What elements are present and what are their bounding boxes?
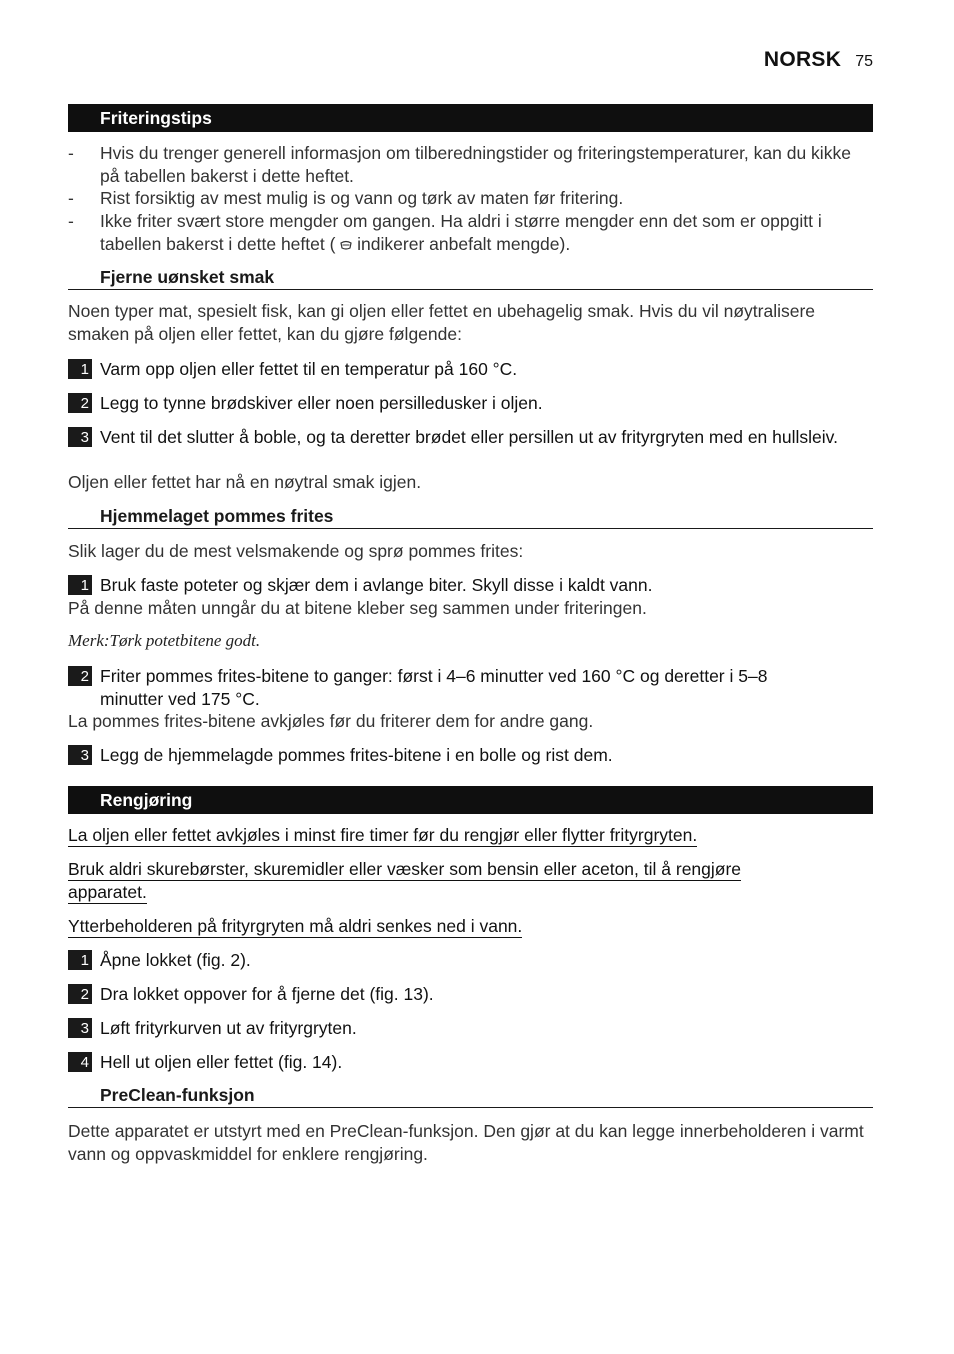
step-item: 1 Bruk faste poteter og skjær dem i avlange biter. Skyll disse i kaldt vann. (68, 574, 873, 597)
warning-text: Ytterbeholderen på frityrgryten må aldri senkes ned i vann. (68, 916, 523, 936)
paragraph: Slik lager du de mest velsmakende og sprø pommes frites: (68, 541, 524, 561)
list-item: - Rist forsiktig av mest mulig is og vann og tørk av maten før fritering. (68, 188, 624, 208)
step-item: 3 Løft frityrkurven ut av frityrgryten. (68, 1017, 873, 1040)
list-item: - Ikke friter svært store mengder om gangen. Ha aldri i større mengder enn det som er oppgitt i tabellen bakerst i dette heftet ( indikerer anbefalt mengde). (68, 211, 822, 254)
step-item: 2 Friter pommes frites-bitene to ganger: først i 4–6 minutter ved 160 °C og deretter i 5–8 minutter ved 175 °C. (68, 665, 873, 711)
step-number: 1 (68, 359, 92, 379)
paragraph: Noen typer mat, spesielt fisk, kan gi oljen eller fettet en ubehagelig smak. Hvis du vil nøytralisere smaken på oljen eller fettet, kan du gjøre følgende: (68, 301, 816, 344)
step-number: 4 (68, 1052, 92, 1072)
language-label: NORSK (763, 48, 842, 71)
warning-text: Bruk aldri skurebørster, skuremidler eller væsker som bensin eller aceton, til å rengjøre apparatet. (68, 859, 742, 902)
section-title-friteringstips: Friteringstips (68, 104, 873, 132)
step-number: 1 (68, 950, 92, 970)
dash-bullet: - (68, 143, 74, 163)
list-item: - Hvis du trenger generell informasjon om tilberedningstider og friteringstemperaturer, kan du kikke på tabellen bakerst i dette heftet. (68, 143, 851, 186)
subsection-title-fjerne: Fjerne uønsket smak (68, 266, 873, 290)
step-number: 3 (68, 745, 92, 765)
recommended-amount-icon (340, 239, 352, 251)
dash-bullet: - (68, 211, 74, 231)
step-item: 3 Vent til det slutter å boble, og ta deretter brødet eller persillen ut av frityrgryten med en hullsleiv. (68, 426, 873, 449)
step-number: 3 (68, 1018, 92, 1038)
step-item: 1 Varm opp oljen eller fettet til en temperatur på 160 °C. (68, 358, 873, 381)
page-header (764, 48, 873, 72)
paragraph: Oljen eller fettet har nå en nøytral smak igjen. (68, 472, 422, 492)
paragraph: På denne måten unngår du at bitene kleber seg sammen under friteringen. (68, 598, 647, 618)
paragraph: Dette apparatet er utstyrt med en PreClean-funksjon. Den gjør at du kan legge innerbeholderen i varmt vann og oppvaskmiddel for enklere rengjøring. (68, 1121, 864, 1164)
step-item: 4 Hell ut oljen eller fettet (fig. 14). (68, 1051, 873, 1074)
step-number: 2 (68, 984, 92, 1004)
step-number: 2 (68, 393, 92, 413)
step-item: 2 Legg to tynne brødskiver eller noen persilledusker i oljen. (68, 392, 873, 415)
warning-text: La oljen eller fettet avkjøles i minst fire timer før du rengjør eller flytter frityrgryten. (68, 825, 698, 845)
step-item: 1 Åpne lokket (fig. 2). (68, 949, 873, 972)
step-number: 2 (68, 666, 92, 686)
paragraph: La pommes frites-bitene avkjøles før du friterer dem for andre gang. (68, 711, 594, 731)
subsection-title-preclean: PreClean-funksjon (68, 1084, 873, 1108)
step-item: 3 Legg de hjemmelagde pommes frites-bitene i en bolle og rist dem. (68, 744, 873, 767)
step-number: 1 (68, 575, 92, 595)
step-number: 3 (68, 427, 92, 447)
section-title-rengjoring: Rengjøring (68, 786, 873, 814)
note: Merk:Tørk potetbitene godt. (68, 631, 261, 650)
step-item: 2 Dra lokket oppover for å fjerne det (fig. 13). (68, 983, 873, 1006)
dash-bullet: - (68, 188, 74, 208)
page-number: 75 (855, 53, 873, 70)
subsection-title-pommes: Hjemmelaget pommes frites (68, 505, 873, 529)
